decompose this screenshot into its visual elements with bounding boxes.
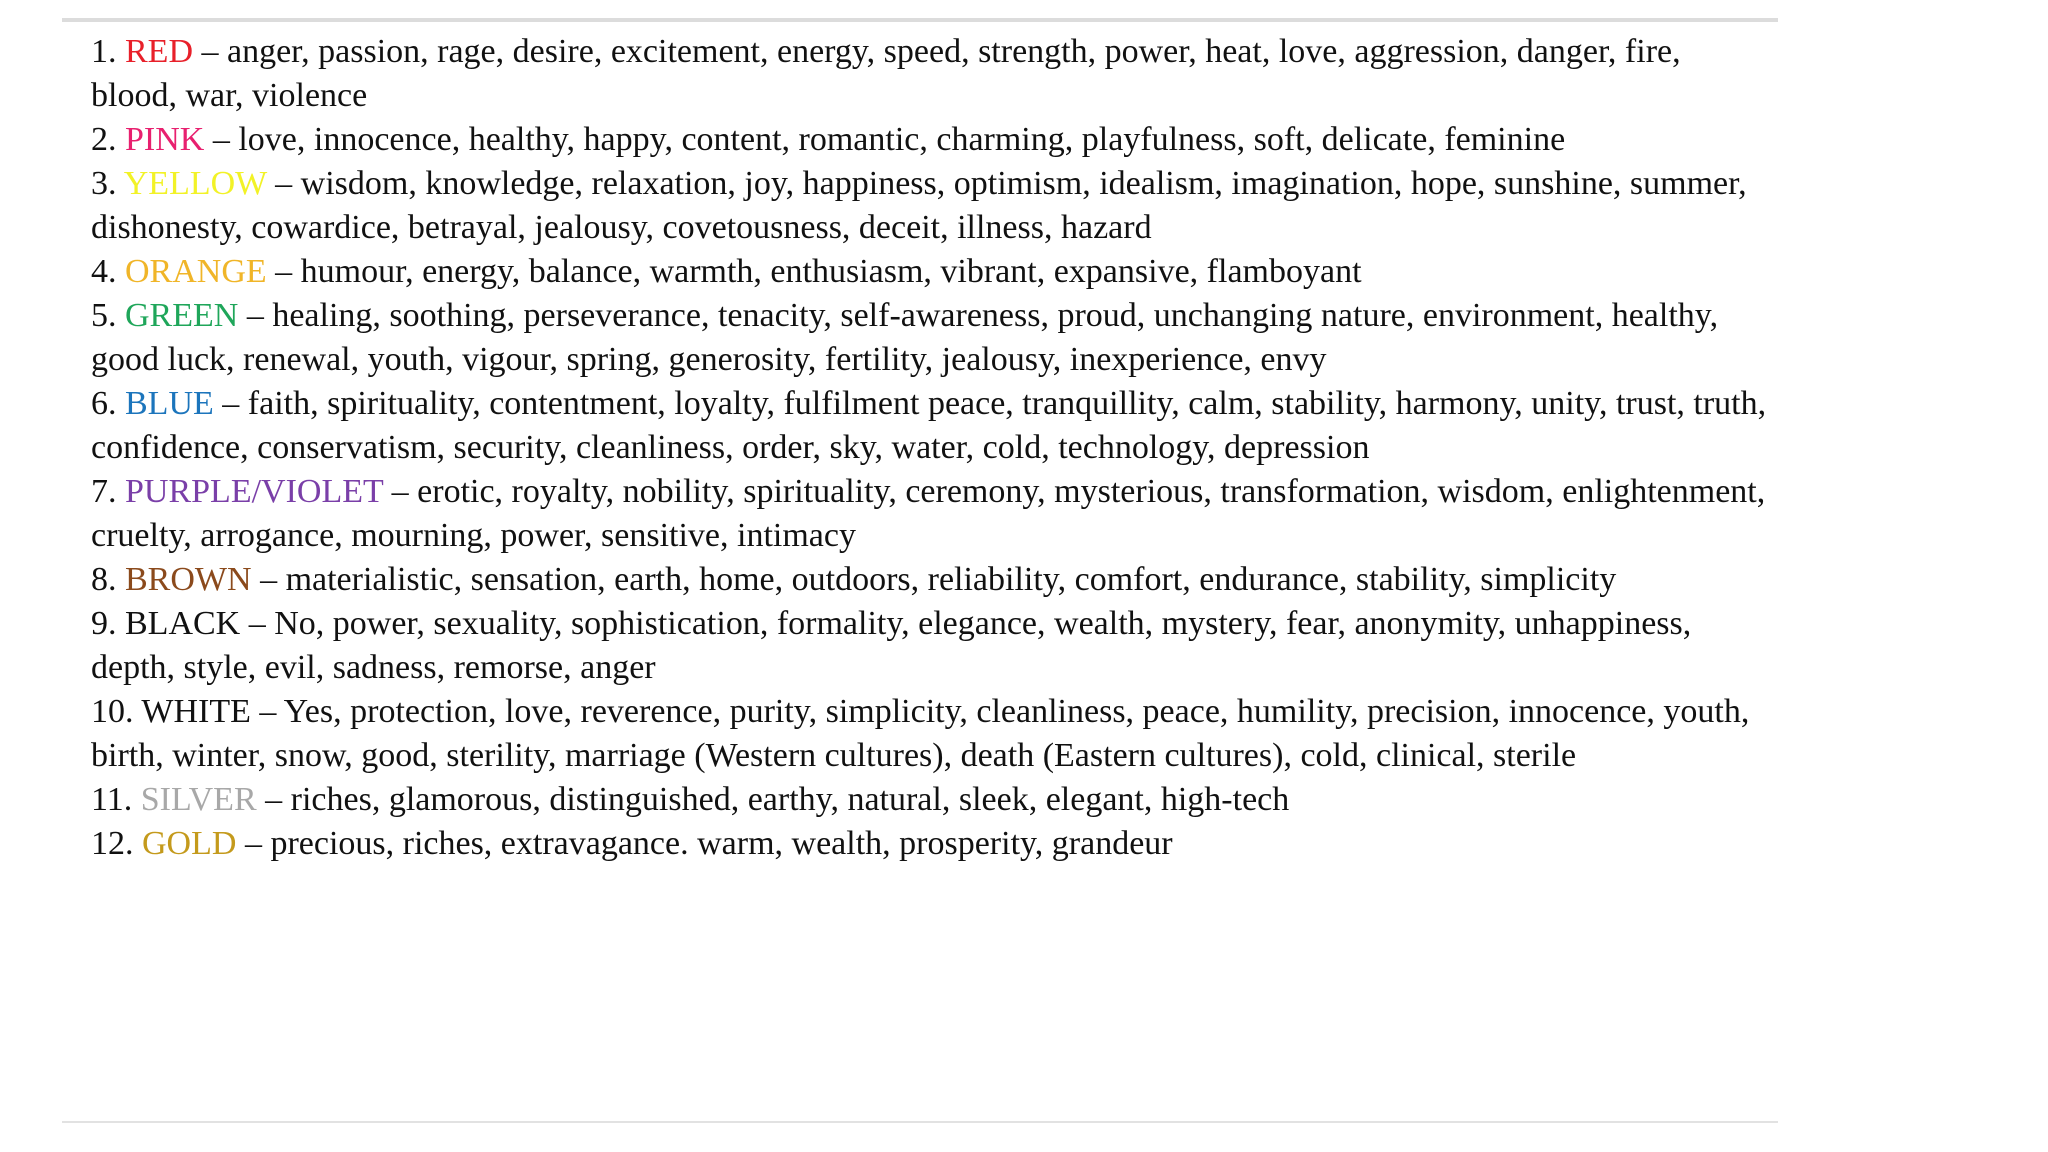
entry-yellow [91, 162, 1771, 250]
entry-green [91, 294, 1771, 382]
entry-brown [91, 558, 1771, 602]
entry-orange [91, 250, 1771, 294]
entry-meanings: – No, power, sexuality, sophistication, formality, elegance, wealth, mystery, fear, anonymity, unhappiness, depth, style, evil, sadness, remorse, anger [91, 605, 1692, 686]
color-name-gold: GOLD [142, 825, 237, 862]
color-name-pink: PINK [125, 121, 205, 158]
entry-meanings: – humour, energy, balance, warmth, enthusiasm, vibrant, expansive, flamboyant [266, 253, 1362, 290]
color-meanings-list [91, 30, 1771, 866]
bottom-divider [62, 1121, 1778, 1123]
color-name-orange: ORANGE [125, 253, 267, 290]
color-name-silver: SILVER [140, 781, 257, 818]
entry-number: 9. [91, 605, 117, 642]
entry-number: 4. [91, 253, 117, 290]
entry-meanings: – riches, glamorous, distinguished, earthy, natural, sleek, elegant, high-tech [256, 781, 1290, 818]
entry-meanings: – faith, spirituality, contentment, loyalty, fulfilment peace, tranquillity, calm, stability, harmony, unity, trust, truth, confidence, conservatism, security, cleanliness, order, sky, water, cold, technology, depression [91, 385, 1767, 466]
entry-number: 1. [91, 33, 117, 70]
entry-meanings: – wisdom, knowledge, relaxation, joy, happiness, optimism, idealism, imagination, hope, sunshine, summer, dishonesty, cowardice, betrayal, jealousy, covetousness, deceit, illness, hazard [91, 165, 1747, 246]
entry-pink [91, 118, 1771, 162]
entry-meanings: – anger, passion, rage, desire, excitement, energy, speed, strength, power, heat, love, aggression, danger, fire, blood, war, violence [91, 33, 1681, 114]
color-name-brown: BROWN [125, 561, 252, 598]
top-divider [62, 18, 1778, 22]
entry-number: 10. [91, 693, 134, 730]
entry-number: 11. [91, 781, 133, 818]
entry-meanings: – materialistic, sensation, earth, home, outdoors, reliability, comfort, endurance, stability, simplicity [251, 561, 1617, 598]
entry-number: 2. [91, 121, 117, 158]
color-name-blue: BLUE [125, 385, 214, 422]
color-name-purple-violet: PURPLE/VIOLET [125, 473, 384, 510]
entry-meanings: – love, innocence, healthy, happy, content, romantic, charming, playfulness, soft, delicate, feminine [204, 121, 1566, 158]
entry-meanings: – precious, riches, extravagance. warm, wealth, prosperity, grandeur [236, 825, 1173, 862]
entry-number: 12. [91, 825, 134, 862]
entry-meanings: – healing, soothing, perseverance, tenacity, self-awareness, proud, unchanging nature, environment, healthy, good luck, renewal, youth, vigour, spring, generosity, fertility, jealousy, inexperience, envy [91, 297, 1719, 378]
color-name-green: GREEN [125, 297, 239, 334]
entry-black [91, 602, 1771, 690]
entry-meanings: – erotic, royalty, nobility, spirituality, ceremony, mysterious, transformation, wisdom, enlightenment, cruelty, arrogance, mourning, power, sensitive, intimacy [91, 473, 1766, 554]
entry-number: 7. [91, 473, 117, 510]
entry-white [91, 690, 1771, 778]
entry-silver [91, 778, 1771, 822]
color-name-white: WHITE [141, 693, 251, 730]
entry-gold [91, 822, 1771, 866]
entry-number: 3. [91, 165, 117, 202]
entry-number: 5. [91, 297, 117, 334]
color-name-red: RED [125, 33, 193, 70]
color-name-black: BLACK [125, 605, 241, 642]
entry-red [91, 30, 1771, 118]
entry-number: 8. [91, 561, 117, 598]
entry-purple-violet [91, 470, 1771, 558]
color-name-yellow: YELLOW [123, 165, 267, 202]
entry-number: 6. [91, 385, 117, 422]
entry-blue [91, 382, 1771, 470]
entry-meanings: – Yes, protection, love, reverence, purity, simplicity, cleanliness, peace, humility, precision, innocence, youth, birth, winter, snow, good, sterility, marriage (Western cultures), death (Eastern cultures), cold, clinical, sterile [91, 693, 1750, 774]
